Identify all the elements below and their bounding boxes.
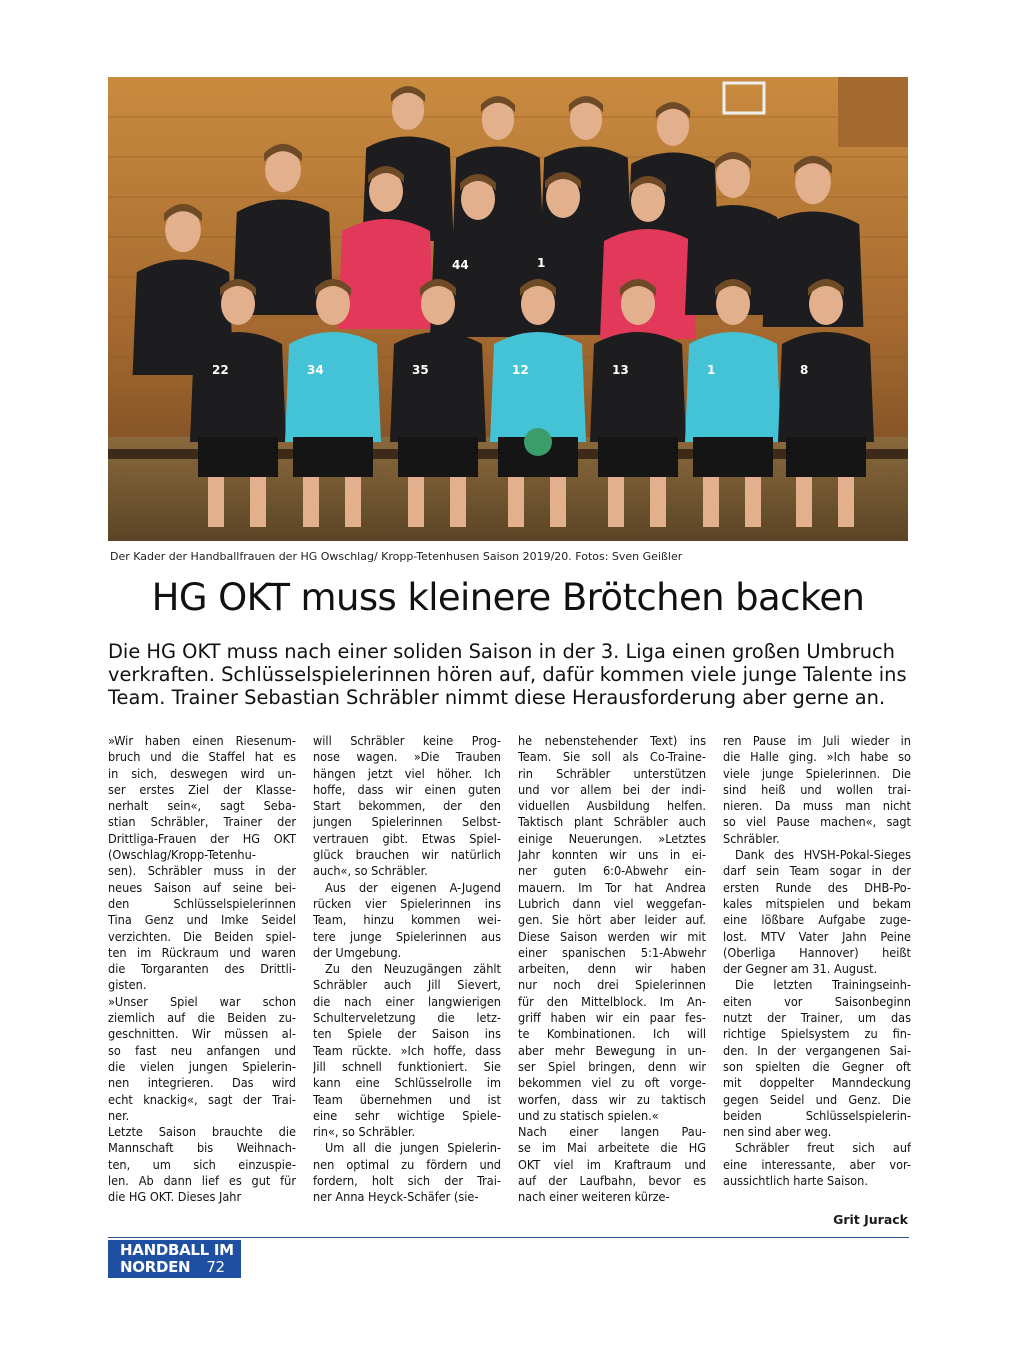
article-line: mit doppelter Manndeckung: [723, 1075, 911, 1091]
article-line: Zu den Neuzugängen zählt: [325, 961, 501, 977]
article-line: ner Anna Heyck-Schäfer (sie-: [313, 1189, 479, 1205]
article-line: »Wir haben einen Riesenum-: [108, 733, 296, 748]
article-line: mauern. Im Tor hat Andrea: [518, 879, 706, 895]
jersey-number: 1: [707, 363, 716, 377]
brand-line-2: [120, 1259, 241, 1276]
article-line: tere junge Spielerinnen aus: [313, 928, 501, 944]
headline: HG OKT muss kleinere Brötchen backen: [151, 576, 865, 619]
article-line: arbeiten, denn wir haben: [518, 961, 706, 977]
article-line: sen). Schräbler muss in der: [108, 863, 296, 879]
article-line: nerhalt sein«, sagt Seba-: [108, 798, 296, 814]
article-line: OKT viel im Kraftraum und: [518, 1156, 706, 1172]
article-line: len. Ab dann lief es gut für: [108, 1173, 296, 1189]
article-line: so fast neu anfangen und: [108, 1042, 296, 1058]
article-line: se im Mai arbeitete die HG: [518, 1140, 706, 1156]
article-line: die Halle ging. »Ich habe so: [723, 749, 911, 765]
footer-rule: [108, 1237, 909, 1238]
article-line: ner.: [108, 1107, 130, 1123]
article-line: Schulterveletzung die letz-: [313, 1010, 501, 1026]
article-line: kann eine Schlüsselrolle im: [313, 1075, 501, 1091]
article-line: der Gegner am 31. August.: [723, 961, 878, 977]
article-line: will Schräbler keine Prog-: [313, 733, 501, 748]
article-line: einige Neuerungen. »Letztes: [518, 830, 706, 846]
article-line: jungen Spielerinnen Selbst-: [313, 814, 501, 830]
article-line: eiten vor Saisonbeginn: [723, 993, 911, 1009]
article-line: rin«, so Schräbler.: [313, 1124, 416, 1140]
article-line: griff haben wir ein paar fes-: [518, 1010, 706, 1026]
jersey-number: 34: [307, 363, 324, 377]
article-line: Schräbler auch Jill Sievert,: [313, 977, 501, 993]
jersey-number: 1: [537, 256, 546, 270]
article-line: Tina Genz und Imke Seidel: [108, 912, 296, 928]
article-line: Drittliga-Frauen der HG OKT: [108, 830, 296, 846]
article-line: nutzt der Trainer, um das: [723, 1010, 911, 1026]
article-line: nur noch drei Spielerinnen: [518, 977, 706, 993]
jersey-number: 12: [512, 363, 529, 377]
article-column-2: [313, 733, 501, 1206]
article-line: vertrauen gibt. Etwas Spiel-: [313, 830, 501, 846]
article-line: »Unser Spiel war schon: [108, 993, 296, 1009]
article-line: gegen Seidel und Genz. Die: [723, 1091, 911, 1107]
article-line: stian Schräbler, Trainer der: [108, 814, 296, 830]
article-line: nieren. Da muss man nicht: [723, 798, 911, 814]
article-line: ten Spiele der Saison ins: [313, 1026, 501, 1042]
article-line: Die letzten Trainingseinh-: [735, 977, 911, 993]
article-line: auf der Laufbahn, bevor es: [518, 1173, 706, 1189]
article-column-4: [723, 733, 911, 1189]
article-line: ten im Rückraum und waren: [108, 944, 296, 960]
article-line: ziemlich auf die Beiden zu-: [108, 1010, 296, 1026]
article-line: gen. Sie hört aber leider auf.: [518, 912, 706, 928]
article-line: Start bekommen, der den: [313, 798, 501, 814]
lead-line: Team. Trainer Sebastian Schräbler nimmt diese Herausforderung aber gerne an.: [108, 686, 886, 709]
article-line: bekommen viel zu oft vorge-: [518, 1075, 706, 1091]
article-line: kales mitspielen und bekam: [723, 895, 911, 911]
article-line: den Schlüsselspielerinnen: [108, 895, 296, 911]
article-line: eine sehr wichtige Spiele-: [313, 1107, 501, 1123]
lead-line: Die HG OKT muss nach einer soliden Saison in der 3. Liga einen großen Umbruch: [108, 640, 895, 663]
article-line: Team. Sie soll als Co-Traine-: [518, 749, 706, 765]
article-line: richtige Spielsystem zu fin-: [723, 1026, 911, 1042]
article-line: nen sind aber weg.: [723, 1124, 832, 1140]
article-line: ser erstes Ziel der Klasse-: [108, 781, 296, 797]
article-line: Team übernehmen und ist: [313, 1091, 501, 1107]
article-line: nach einer weiteren kürze-: [518, 1189, 670, 1205]
article-line: Schräbler.: [723, 830, 780, 846]
article-line: Mannschaft bis Weihnach-: [108, 1140, 296, 1156]
article-line: rin Schräbler unterstützen: [518, 765, 706, 781]
article-line: bruch und die Staffel hat es: [108, 749, 296, 765]
article-line: hoffe, dass wir einen guten: [313, 781, 501, 797]
article-line: Jill schnell funktioniert. Sie: [313, 1058, 501, 1074]
brand-line-1: HANDBALL IM: [120, 1241, 234, 1259]
article-line: he nebenstehender Text) ins: [518, 733, 706, 748]
article-line: neues Saison auf seine bei-: [108, 879, 296, 895]
article-line: geschnitten. Wir müssen al-: [108, 1026, 296, 1042]
article-line: viduellen Ausbildung helfen.: [518, 798, 706, 814]
article-line: rücken vier Spielerinnen ins: [313, 895, 501, 911]
article-line: lost. MTV Vater Jahn Peine: [723, 928, 911, 944]
handball: [524, 428, 552, 456]
article-line: die Torgaranten des Drittli-: [108, 961, 296, 977]
page-number: 72: [206, 1258, 225, 1276]
article-line: viele junge Spielerinnen. Die: [723, 765, 911, 781]
article-line: ser Spiel bringen, denn wir: [518, 1058, 706, 1074]
article-line: der Umgebung.: [313, 944, 402, 960]
article-line: nose wagen. »Die Trauben: [313, 749, 501, 765]
jersey-number: 22: [212, 363, 229, 377]
article-line: nen optimal zu fördern und: [313, 1156, 501, 1172]
article-line: Team, hinzu kommen wei-: [313, 912, 501, 928]
article-line: beiden Schlüsselspielerin-: [723, 1107, 911, 1123]
article-line: darf sein Team sogar in der: [723, 863, 911, 879]
article-line: eine lößbare Aufgabe zuge-: [723, 912, 911, 928]
article-column-3: [518, 733, 706, 1206]
article-line: Diese Saison werden wir mit: [518, 928, 706, 944]
article-line: echt knackig«, sagt der Trai-: [108, 1091, 296, 1107]
article-line: Jahr konnten wir uns in ei-: [518, 847, 706, 863]
jersey-number: 44: [452, 258, 469, 272]
magazine-logo: [108, 1240, 241, 1278]
photo-caption: Der Kader der Handballfrauen der HG Owschlag/ Kropp-Tetenhusen Saison 2019/20. Fotos: Sven Geißler: [110, 550, 683, 563]
article-line: die nach einer langwierigen: [313, 993, 501, 1009]
brand-word: NORDEN: [120, 1258, 191, 1276]
article-line: Dank des HVSH-Pokal-Sieges: [735, 847, 911, 863]
article-line: die vielen jungen Spielerin-: [108, 1058, 296, 1074]
article-line: te Kombinationen. Ich will: [518, 1026, 706, 1042]
jersey-number: 35: [412, 363, 429, 377]
article-line: für den Mittelblock. Im An-: [518, 993, 706, 1009]
article-line: eine interessante, aber vor-: [723, 1156, 911, 1172]
article-line: auch«, so Schräbler.: [313, 863, 428, 879]
article-line: gisten.: [108, 977, 147, 993]
article-line: Lubrich dann viel weggefan-: [518, 895, 706, 911]
article-line: Nach einer langen Pau-: [518, 1124, 706, 1140]
article-line: einer spanischen 5:1-Abwehr: [518, 944, 706, 960]
team-photo: [108, 77, 908, 541]
article-line: fordern, holt sich der Trai-: [313, 1173, 501, 1189]
article-line: Team rückte. »Ich hoffe, dass: [313, 1042, 501, 1058]
article-line: die HG OKT. Dieses Jahr: [108, 1189, 242, 1205]
article-line: Letzte Saison brauchte die: [108, 1124, 296, 1140]
article-line: aussichtlich harte Saison.: [723, 1173, 868, 1189]
article-line: Taktisch plant Schräbler auch: [518, 814, 706, 830]
article-line: in sich, deswegen wird un-: [108, 765, 296, 781]
article-line: nen integrieren. Das wird: [108, 1075, 296, 1091]
article-line: aber mehr Bewegung in un-: [518, 1042, 706, 1058]
article-line: Aus der eigenen A-Jugend: [325, 879, 501, 895]
lead-paragraph: [108, 640, 908, 709]
article-line: so viel Pause machen«, sagt: [723, 814, 911, 830]
article-line: Um all die jungen Spielerin-: [325, 1140, 501, 1156]
article-line: sind heiß und wollen trai-: [723, 781, 911, 797]
lead-line: verkraften. Schlüsselspielerinnen hören auf, dafür kommen viele junge Talente ins: [108, 663, 907, 686]
jersey-number: 13: [612, 363, 629, 377]
jersey-number: 8: [800, 363, 809, 377]
article-line: son spielten die Gegner oft: [723, 1058, 911, 1074]
article-line: den. In der vergangenen Sai-: [723, 1042, 911, 1058]
article-line: ner guten 6:0-Abwehr ein-: [518, 863, 706, 879]
article-line: (Oberliga Hannover) heißt: [723, 944, 911, 960]
article-line: glück brauchen wir natürlich: [313, 847, 501, 863]
article-line: worfen, dass wir zu taktisch: [518, 1091, 706, 1107]
article-line: verzichten. Die Beiden spiel-: [108, 928, 296, 944]
article-line: und vor allem bei der indi-: [518, 781, 706, 797]
article-line: Schräbler freut sich auf: [735, 1140, 911, 1156]
article-line: ten, um sich einzuspie-: [108, 1156, 296, 1172]
article-column-1: [108, 733, 296, 1206]
article-line: ren Pause im Juli wieder in: [723, 733, 911, 748]
article-line: und zu statisch spielen.«: [518, 1107, 659, 1123]
article-line: hängen jetzt viel höher. Ich: [313, 765, 501, 781]
article-line: ersten Runde des DHB-Po-: [723, 879, 911, 895]
article-line: (Owschlag/Kropp-Tetenhu-: [108, 847, 256, 863]
author-byline: Grit Jurack: [833, 1212, 908, 1227]
